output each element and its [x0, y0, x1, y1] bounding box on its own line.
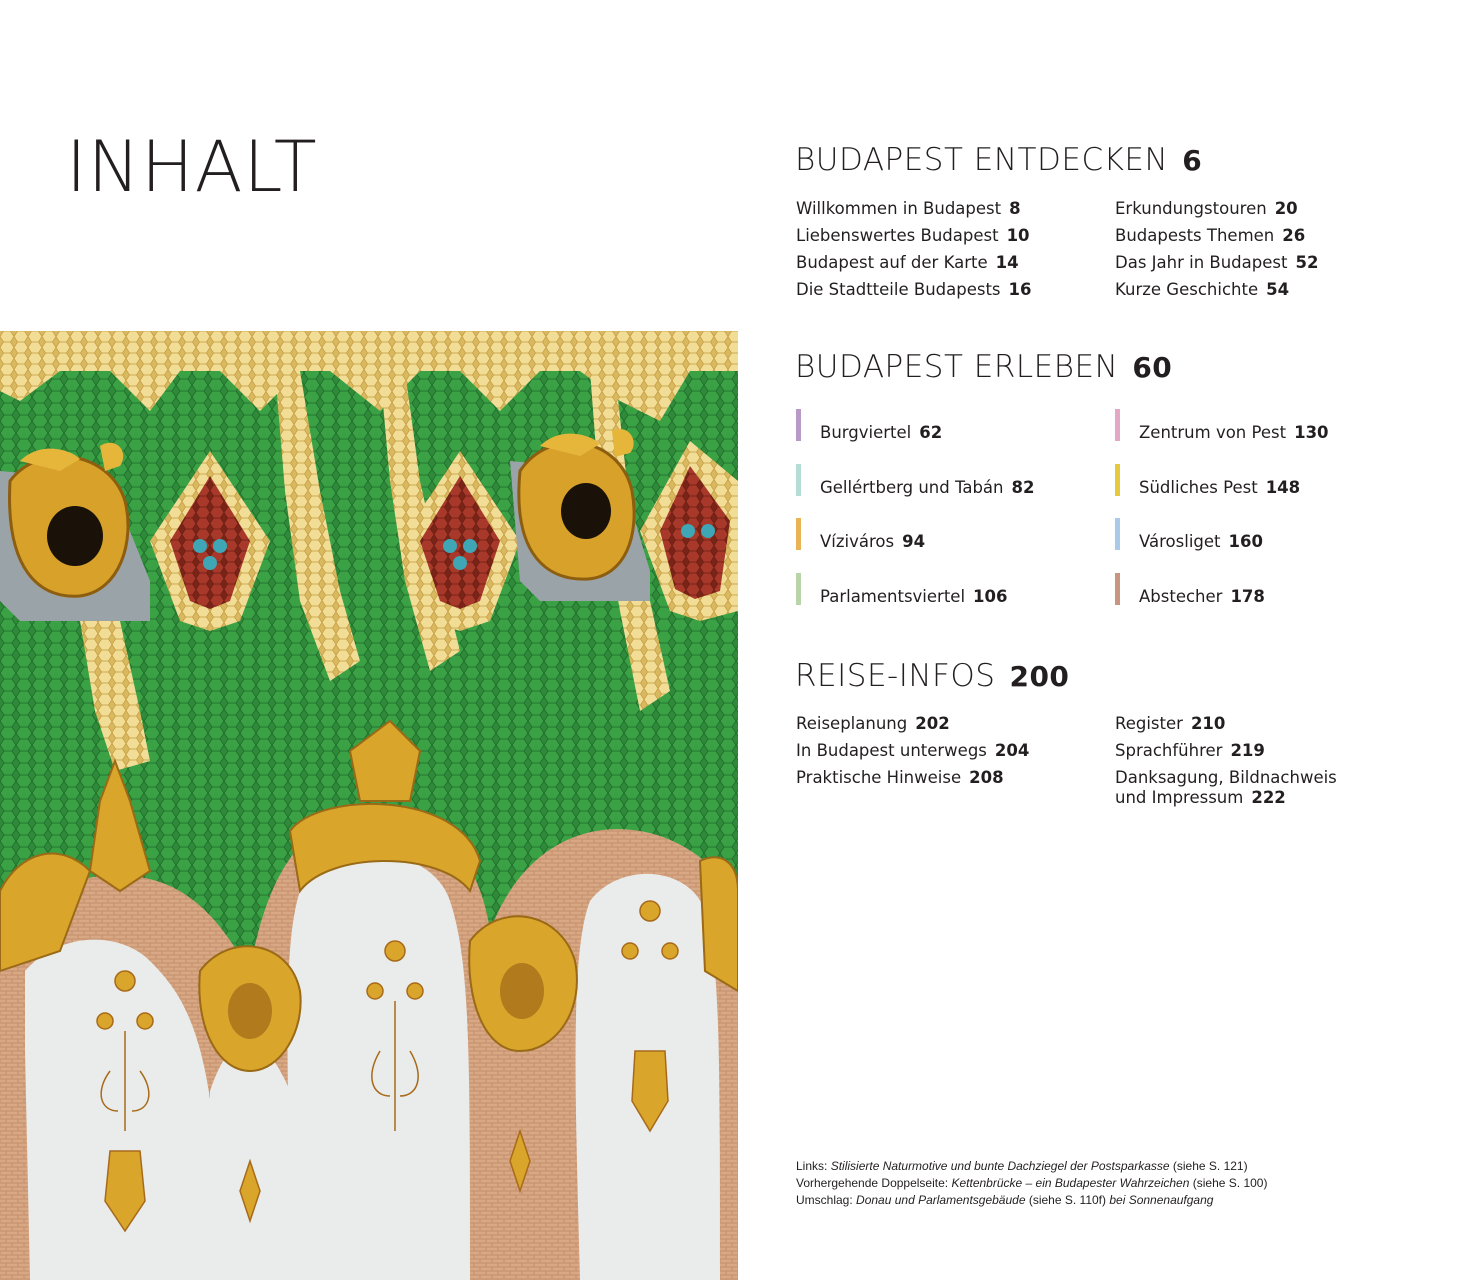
section-title: BUDAPEST ERLEBEN	[795, 349, 1119, 385]
section-page: 60	[1132, 351, 1173, 384]
toc-entry[interactable]: Willkommen in Budapest 8	[796, 199, 1021, 218]
roof-photo	[0, 331, 738, 1280]
toc-entry[interactable]: Die Stadtteile Budapests 16	[796, 280, 1032, 299]
caption-line: Links: Stilisierte Naturmotive und bunte Dachziegel der Postsparkasse (siehe S. 121)	[796, 1159, 1248, 1173]
toc-entry[interactable]: Erkundungstouren 20	[1115, 199, 1298, 218]
area-color-bar	[1115, 518, 1120, 550]
toc-entry[interactable]: Register 210	[1115, 714, 1226, 733]
section-title: BUDAPEST ENTDECKEN	[795, 142, 1169, 178]
toc-entry[interactable]: Kurze Geschichte 54	[1115, 280, 1290, 299]
toc-entry[interactable]: Praktische Hinweise 208	[796, 768, 1004, 787]
area-color-bar	[1115, 409, 1120, 441]
toc-entry[interactable]: Budapests Themen 26	[1115, 226, 1306, 245]
section-heading-reise-infos	[795, 658, 1070, 694]
toc-entry[interactable]: Das Jahr in Budapest 52	[1115, 253, 1319, 272]
section-heading-entdecken	[795, 142, 1203, 178]
area-color-bar	[796, 573, 801, 605]
section-page: 6	[1182, 144, 1203, 177]
page-title: INHALT	[66, 126, 318, 208]
area-color-bar	[1115, 573, 1120, 605]
photo-captions	[796, 1158, 1267, 1209]
caption-line: Vorhergehende Doppelseite: Kettenbrücke – ein Budapester Wahrzeichen (siehe S. 100)	[796, 1176, 1268, 1190]
toc-entry[interactable]: Liebenswertes Budapest 10	[796, 226, 1030, 245]
toc-entry[interactable]: In Budapest unterwegs 204	[796, 741, 1030, 760]
toc-entry[interactable]: Reiseplanung 202	[796, 714, 950, 733]
caption-line: Umschlag: Donau und Parlamentsgebäude (siehe S. 110f) bei Sonnenaufgang	[796, 1193, 1214, 1207]
area-color-bar	[796, 409, 801, 441]
area-color-bar	[1115, 464, 1120, 496]
toc-entry[interactable]: Budapest auf der Karte 14	[796, 253, 1019, 272]
toc-entry[interactable]: Danksagung, Bildnachweis und Impressum 222	[1115, 768, 1337, 807]
area-color-bar	[796, 518, 801, 550]
section-heading-erleben	[795, 349, 1173, 385]
section-title: REISE-INFOS	[795, 658, 996, 694]
area-color-bar	[796, 464, 801, 496]
toc-entry[interactable]: Sprachführer 219	[1115, 741, 1265, 760]
section-page: 200	[1009, 660, 1070, 693]
